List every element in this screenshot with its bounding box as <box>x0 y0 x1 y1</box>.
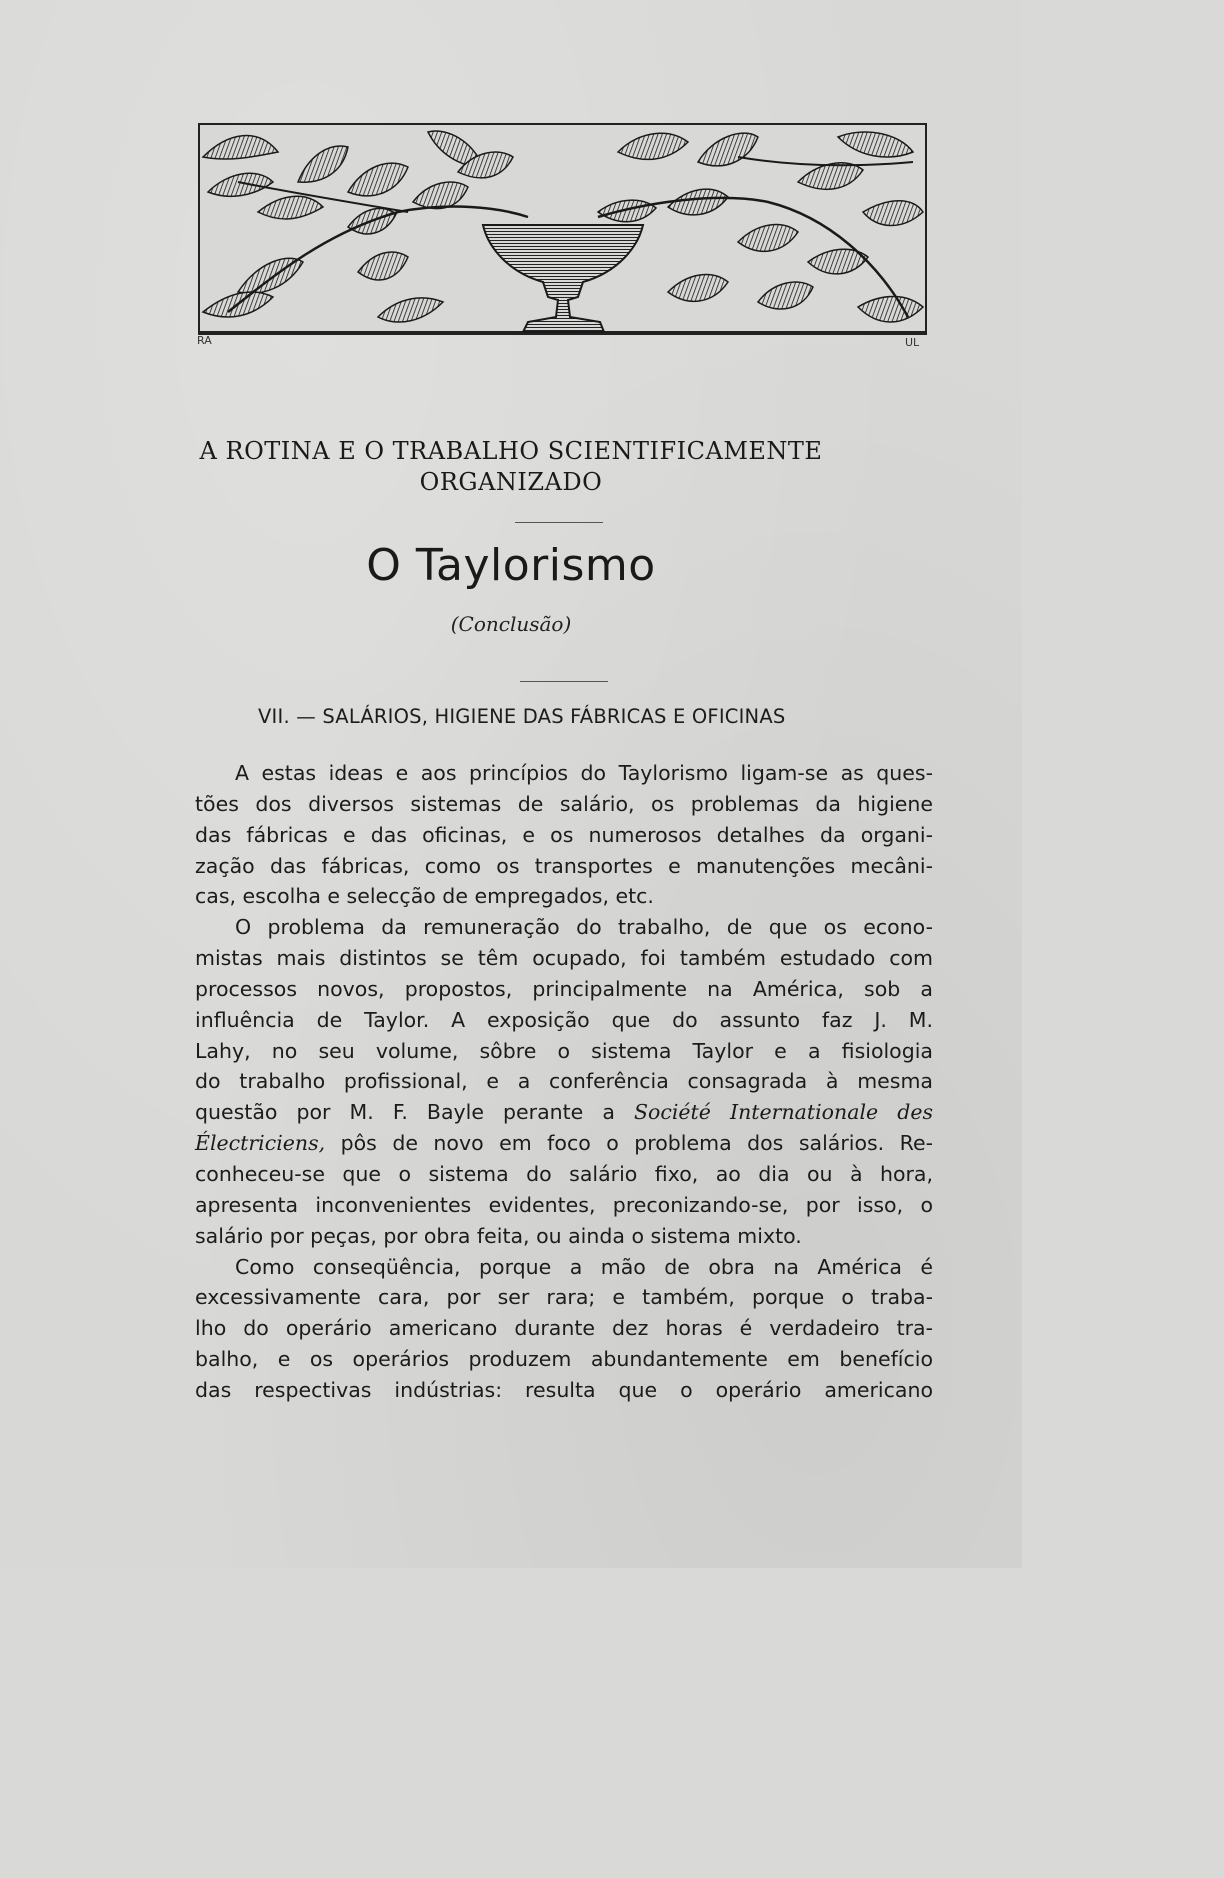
body-line: zação das fábricas, como os transportes e manutenções mecâni- <box>195 853 933 878</box>
body-line: das fábricas e das oficinas, e os numerosos detalhes da organi- <box>195 822 933 847</box>
heading-line-1: A ROTINA E O TRABALHO SCIENTIFICAMENTE <box>199 437 823 465</box>
body-text-run: questão por M. F. Bayle perante a <box>195 1100 634 1125</box>
body-line: mistas mais distintos se têm ocupado, foi também estudado com <box>195 946 933 971</box>
body-line: apresenta inconvenientes evidentes, preconizando-se, por isso, o <box>195 1192 933 1217</box>
section-heading: VII. — SALÁRIOS, HIGIENE DAS FÁBRICAS E OFICINAS <box>258 705 786 728</box>
body-line: lho do operário americano durante dez horas é verdadeiro tra- <box>195 1316 933 1341</box>
body-line: balho, e os operários produzem abundantemente em benefício <box>195 1347 933 1372</box>
body-line: influência de Taylor. A exposição que do assunto faz J. M. <box>195 1007 933 1032</box>
body-line: A estas ideas e aos princípios do Taylorismo ligam-se as ques- <box>235 761 933 785</box>
laurel-urn-ornament <box>198 122 928 340</box>
italic-text-run: Société Internationale des <box>634 1100 933 1125</box>
body-line: do trabalho profissional, e a conferência consagrada à mesma <box>195 1069 933 1094</box>
body-line: O problema da remuneração do trabalho, de que os econo- <box>235 915 933 940</box>
body-line: das respectivas indústrias: resulta que o operário americano <box>195 1377 933 1402</box>
ornament-signature-right: UL <box>905 336 920 349</box>
body-line: tões dos diversos sistemas de salário, os problemas da higiene <box>195 791 933 816</box>
body-line: Como conseqüência, porque a mão de obra na América é <box>235 1254 933 1279</box>
italic-text-run: Électriciens, <box>195 1131 326 1156</box>
body-line <box>195 1097 933 1128</box>
body-text <box>195 758 933 1406</box>
body-line: cas, escolha e selecção de empregados, etc. <box>195 884 654 909</box>
page-subtitle: (Conclusão) <box>450 612 572 636</box>
ornament-signature-left: RA <box>197 334 212 347</box>
body-line <box>195 1128 933 1159</box>
divider-rule <box>520 681 608 682</box>
body-line: salário por peças, por obra feita, ou ainda o sistema mixto. <box>195 1223 802 1248</box>
heading-line-2: ORGANIZADO <box>419 468 603 496</box>
page-title: O Taylorismo <box>366 540 656 591</box>
body-line: processos novos, propostos, principalmente na América, sob a <box>195 976 933 1001</box>
body-line: excessivamente cara, por ser rara; e também, porque o traba- <box>195 1285 933 1310</box>
divider-rule <box>515 522 603 523</box>
body-line: Lahy, no seu volume, sôbre o sistema Taylor e a fisiologia <box>195 1038 933 1063</box>
body-text-run: pôs de novo em foco o problema dos salários. Re- <box>325 1131 933 1156</box>
body-line: conheceu-se que o sistema do salário fixo, ao dia ou à hora, <box>195 1161 933 1186</box>
